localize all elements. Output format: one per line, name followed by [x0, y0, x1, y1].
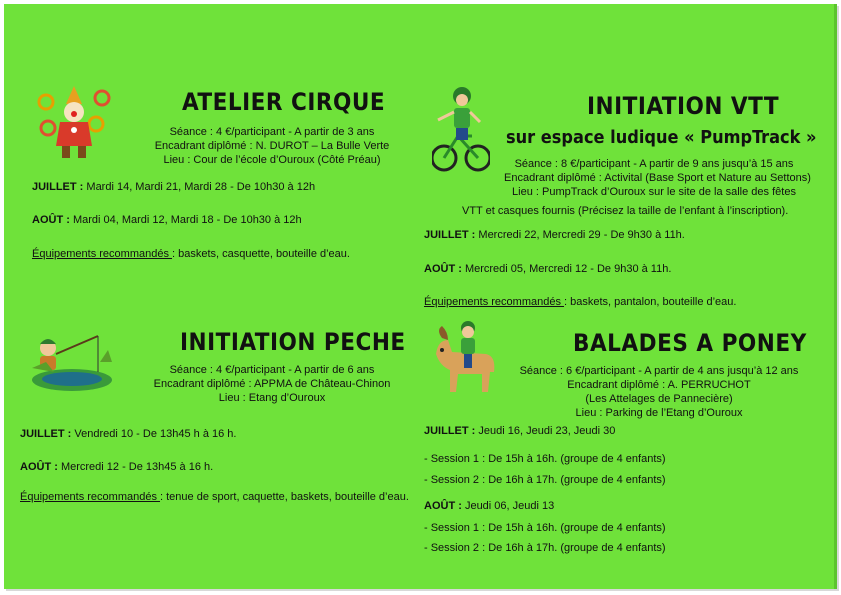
child-bike-icon [432, 84, 490, 176]
poney-seance: Séance : 6 €/participant - A partir de 4 ans jusqu’à 12 ans [519, 365, 799, 377]
vtt-juillet [424, 229, 685, 241]
aout-label: AOÛT : [424, 263, 462, 275]
vtt-juillet-dates: Mercredi 22, Mercredi 29 - De 9h30 à 11h. [475, 229, 685, 241]
poney-encadrant-org: (Les Attelages de Pannecière) [585, 393, 733, 405]
cirque-info [142, 125, 402, 167]
peche-equipements [20, 491, 409, 503]
poney-juillet-session-2: - Session 2 : De 16h à 17h. (groupe de 4 enfants) [424, 474, 666, 486]
peche-lieu: Lieu : Etang d’Ouroux [218, 392, 326, 404]
cirque-aout-dates: Mardi 04, Mardi 12, Mardi 18 - De 10h30 à 12h [69, 214, 302, 226]
poney-juillet-session-1: - Session 1 : De 15h à 16h. (groupe de 4 enfants) [424, 453, 666, 465]
peche-aout [20, 461, 213, 473]
cirque-juillet [32, 181, 315, 193]
juillet-label: JUILLET : [32, 181, 84, 193]
poney-encadrant: Encadrant diplômé : A. PERRUCHOT [567, 379, 751, 391]
peche-aout-dates: Mercredi 12 - De 13h45 à 16 h. [57, 461, 214, 473]
pony-rider-icon [428, 320, 500, 396]
peche-equipements-list: : tenue de sport, caquette, baskets, bouteille d’eau. [160, 491, 409, 503]
poney-aout-session-1: - Session 1 : De 15h à 16h. (groupe de 4 enfants) [424, 522, 666, 534]
vtt-aout-dates: Mercredi 05, Mercredi 12 - De 9h30 à 11h. [461, 263, 672, 275]
title-atelier-cirque: ATELIER CIRQUE [182, 88, 386, 116]
peche-encadrant: Encadrant diplômé : APPMA de Château-Chinon [153, 378, 391, 390]
vtt-seance: Séance : 8 €/participant - A partir de 9 ans jusqu’à 15 ans [514, 158, 794, 170]
cirque-equipements [32, 248, 350, 260]
poney-juillet-dates: Jeudi 16, Jeudi 23, Jeudi 30 [475, 425, 616, 437]
peche-juillet [20, 428, 236, 440]
cirque-seance: Séance : 4 €/participant - A partir de 3 ans [169, 126, 375, 138]
vtt-info [504, 157, 811, 199]
aout-label: AOÛT : [32, 214, 70, 226]
fishing-pond-icon [26, 332, 118, 394]
vtt-equipements [424, 296, 736, 308]
equipements-label: Équipements recommandés [32, 248, 173, 260]
equipements-label: Équipements recommandés [20, 491, 161, 503]
flyer-sheet [4, 4, 837, 589]
title-balades-a-poney: BALADES A PONEY [573, 329, 807, 357]
title-initiation-peche: INITIATION PECHE [180, 328, 406, 356]
poney-lieu: Lieu : Parking de l’Etang d’Ouroux [575, 407, 743, 419]
title-initiation-vtt: INITIATION VTT [587, 92, 780, 120]
vtt-equipements-list: : baskets, pantalon, bouteille d’eau. [564, 296, 737, 308]
cirque-lieu: Lieu : Cour de l’école d’Ouroux (Côté Préau) [163, 154, 381, 166]
subtitle-pumptrack: sur espace ludique « PumpTrack » [506, 127, 817, 148]
peche-seance: Séance : 4 €/participant - A partir de 6 ans [169, 364, 375, 376]
equipements-label: Équipements recommandés [424, 296, 565, 308]
aout-label: AOÛT : [20, 461, 58, 473]
peche-juillet-dates: Vendredi 10 - De 13h45 h à 16 h. [71, 428, 237, 440]
poney-aout [424, 500, 554, 512]
vtt-lieu: Lieu : PumpTrack d’Ouroux sur le site de la salle des fêtes [512, 186, 796, 198]
juillet-label: JUILLET : [424, 229, 476, 241]
poney-aout-dates: Jeudi 06, Jeudi 13 [461, 500, 555, 512]
cirque-juillet-dates: Mardi 14, Mardi 21, Mardi 28 - De 10h30 à 12h [83, 181, 316, 193]
vtt-note: VTT et casques fournis (Précisez la taille de l’enfant à l’inscription). [462, 205, 789, 217]
peche-info [142, 363, 402, 405]
vtt-encadrant: Encadrant diplômé : Activital (Base Sport et Nature au Settons) [504, 172, 811, 184]
vtt-aout [424, 263, 671, 275]
cirque-equipements-list: : baskets, casquette, bouteille d’eau. [172, 248, 350, 260]
cirque-encadrant: Encadrant diplômé : N. DUROT – La Bulle Verte [154, 140, 390, 152]
poney-juillet [424, 425, 615, 437]
aout-label: AOÛT : [424, 500, 462, 512]
juillet-label: JUILLET : [20, 428, 72, 440]
clown-juggler-icon [34, 84, 114, 162]
juillet-label: JUILLET : [424, 425, 476, 437]
cirque-aout [32, 214, 302, 226]
poney-aout-session-2: - Session 2 : De 16h à 17h. (groupe de 4 enfants) [424, 542, 666, 554]
poney-info [514, 364, 804, 420]
